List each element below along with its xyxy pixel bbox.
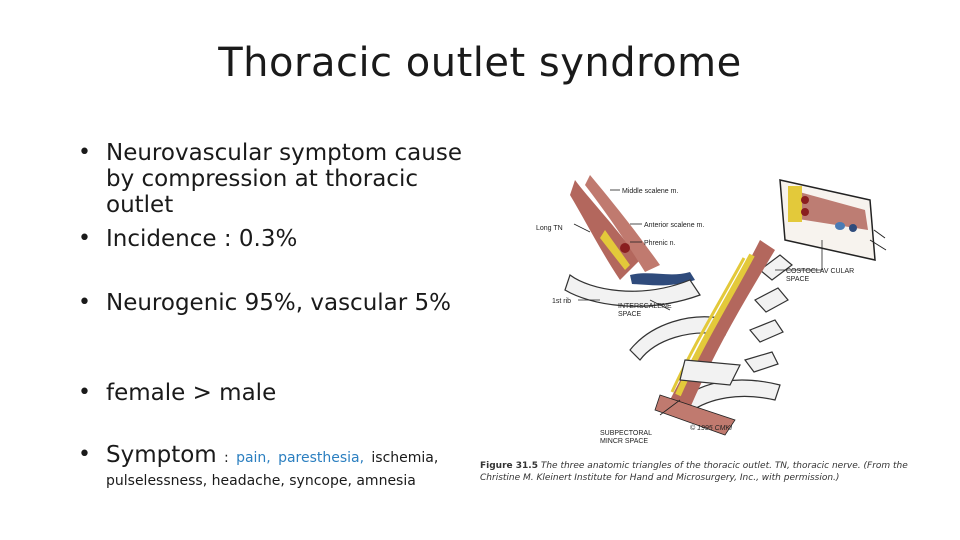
anatomy-figure: [530, 160, 890, 460]
symptom-label: Symptom: [106, 442, 217, 468]
bullet-text: Neurovascular symptom cause by compression at thoracic outlet: [106, 140, 462, 218]
bullet-dot: •: [78, 380, 91, 405]
caption-label: Figure 31.5: [480, 461, 538, 471]
bullet-item: [78, 290, 478, 316]
bullet-item-symptom: [78, 442, 478, 489]
bullet-text: Neurogenic 95%, vascular 5%: [106, 290, 452, 316]
label-middle-scalene: Middle scalene m.: [622, 188, 679, 195]
symptom-pain: pain,: [236, 450, 271, 466]
caption-text: The three anatomic triangles of the thoracic outlet. TN, thoracic nerve. (From the Christine M. Kleinert Institute for Hand and Microsurgery, Inc., with permission.): [480, 461, 908, 483]
bullet-dot: •: [78, 140, 91, 165]
bullet-dot: •: [78, 290, 91, 315]
bullet-item: [78, 226, 478, 252]
bullet-text: female > male: [106, 380, 277, 406]
symptom-colon: :: [224, 450, 229, 466]
label-phrenic: Phrenic n.: [644, 240, 676, 247]
label-subpectoral: SUBPECTORAL: [600, 430, 652, 437]
slide-title: Thoracic outlet syndrome: [218, 40, 742, 86]
bullet-dot: •: [78, 442, 91, 467]
figure-caption: [480, 460, 950, 484]
symptom-paresthesia: paresthesia,: [278, 450, 365, 466]
label-anterior-scalene: Anterior scalene m.: [644, 222, 705, 229]
label-first-rib: 1st rib: [552, 298, 572, 305]
label-interscalene: INTERSCALENE: [618, 303, 672, 310]
symptom-line: [106, 442, 478, 471]
label-copyright: © 1995 CMKI: [690, 425, 733, 432]
symptom-ischemia: ischemia,: [371, 450, 439, 466]
label-long-tn: Long TN: [536, 225, 563, 232]
label-costoclavicular: COSTOCLAV CULAR: [786, 268, 855, 275]
inset-box: [780, 180, 886, 260]
label-interscalene-2: SPACE: [618, 311, 642, 318]
bullet-dot: •: [78, 226, 91, 251]
label-subpectoral-2: MINCR SPACE: [600, 438, 649, 445]
symptom-continuation: pulselessness, headache, syncope, amnesia: [106, 473, 416, 489]
bullet-text: Incidence : 0.3%: [106, 226, 298, 252]
bullet-item: [78, 140, 478, 218]
bullet-item: [78, 380, 478, 406]
label-costoclavicular-2: SPACE: [786, 276, 810, 283]
